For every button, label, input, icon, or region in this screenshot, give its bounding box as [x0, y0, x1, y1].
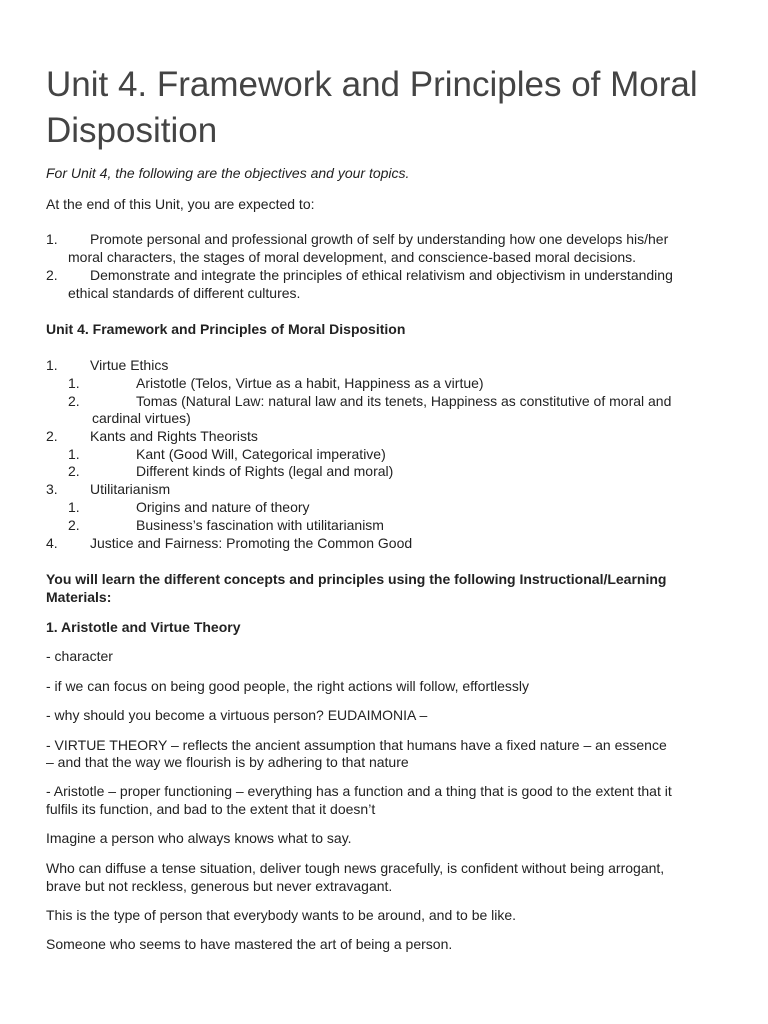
- subtopic-number: 2.: [68, 517, 80, 533]
- subtopic-number: 1.: [68, 375, 80, 391]
- topic-number: 2.: [46, 428, 58, 444]
- subtopic-number: 2.: [68, 463, 80, 479]
- topic-number: 3.: [46, 481, 58, 497]
- topic-label: Justice and Fairness: Promoting the Common Good: [90, 535, 413, 551]
- paragraph: Someone who seems to have mastered the art of being a person.: [46, 936, 453, 952]
- aristotle-heading: 1. Aristotle and Virtue Theory: [46, 619, 241, 635]
- paragraph: - Aristotle – proper functioning – everything has a function and a thing that is good to the extent that it: [46, 783, 672, 799]
- subtopic-label: cardinal virtues): [92, 410, 191, 426]
- paragraph: - if we can focus on being good people, the right actions will follow, effortlessly: [46, 678, 530, 694]
- paragraph: – and that the way we flourish is by adhering to that nature: [46, 754, 409, 770]
- paragraph: fulfils its function, and bad to the extent that it doesn’t: [46, 801, 376, 817]
- paragraph: This is the type of person that everybody wants to be around, and to be like.: [46, 907, 517, 923]
- objective-number: 2.: [46, 267, 58, 283]
- section-heading: Unit 4. Framework and Principles of Moral Disposition: [46, 321, 406, 337]
- expected-text: At the end of this Unit, you are expected to:: [46, 196, 315, 212]
- objective-line: ethical standards of different cultures.: [68, 285, 301, 301]
- objective-line: Demonstrate and integrate the principles of ethical relativism and objectivism in understanding: [90, 267, 673, 283]
- subtopic-number: 1.: [68, 499, 80, 515]
- paragraph: - character: [46, 648, 113, 664]
- paragraph: - VIRTUE THEORY – reflects the ancient assumption that humans have a fixed nature – an essence: [46, 737, 667, 753]
- subtopic-number: 1.: [68, 446, 80, 462]
- paragraph: Who can diffuse a tense situation, deliver tough news gracefully, is confident without being arrogant,: [46, 860, 665, 876]
- subtopic-label: Aristotle (Telos, Virtue as a habit, Happiness as a virtue): [136, 375, 484, 391]
- subtopic-label: Different kinds of Rights (legal and moral): [136, 463, 394, 479]
- topic-number: 1.: [46, 357, 58, 373]
- paragraph: Imagine a person who always knows what to say.: [46, 830, 352, 846]
- materials-heading: You will learn the different concepts and principles using the following Instructional/Learning: [46, 571, 667, 587]
- topic-number: 4.: [46, 535, 58, 551]
- subtopic-label: Tomas (Natural Law: natural law and its tenets, Happiness as constitutive of moral and: [136, 393, 672, 409]
- topic-label: Virtue Ethics: [90, 357, 169, 373]
- objective-line: Promote personal and professional growth of self by understanding how one develops his/her: [90, 231, 669, 247]
- subtopic-number: 2.: [68, 393, 80, 409]
- paragraph: brave but not reckless, generous but never extravagant.: [46, 878, 393, 894]
- page-title: Unit 4. Framework and Principles of Moral Disposition: [46, 65, 698, 150]
- objective-line: moral characters, the stages of moral development, and conscience-based moral decisions.: [68, 249, 637, 265]
- paragraph: - why should you become a virtuous person? EUDAIMONIA –: [46, 707, 428, 723]
- subtopic-label: Kant (Good Will, Categorical imperative): [136, 446, 386, 462]
- topic-label: Kants and Rights Theorists: [90, 428, 258, 444]
- materials-heading: Materials:: [46, 589, 112, 605]
- intro-text: For Unit 4, the following are the objectives and your topics.: [46, 165, 410, 181]
- subtopic-label: Origins and nature of theory: [136, 499, 310, 515]
- objective-number: 1.: [46, 231, 58, 247]
- topic-label: Utilitarianism: [90, 481, 171, 497]
- subtopic-label: Business’s fascination with utilitarianism: [136, 517, 384, 533]
